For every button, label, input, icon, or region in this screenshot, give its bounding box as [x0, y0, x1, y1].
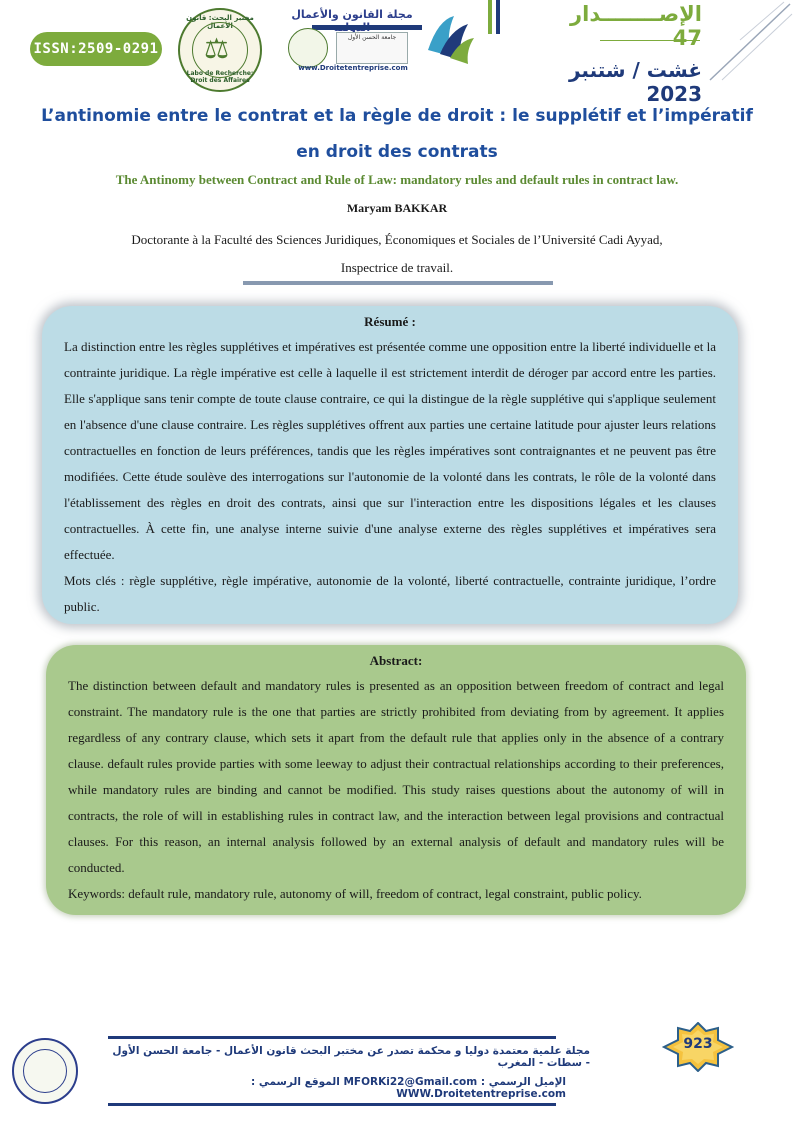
article-title: L’antinomie entre le contrat et la règle de droit : le supplétif et l’impératif en droit des contrats — [41, 106, 753, 162]
resume-heading: Résumé : — [364, 314, 416, 329]
footer-contact — [108, 1076, 566, 1100]
footer-site-label: الموقع الرسمي : — [251, 1076, 340, 1088]
abstract-keywords: Keywords: default rule, mandatory rule, autonomy of will, freedom of contract, legal constraint, public policy. — [68, 886, 642, 901]
page-number: 923 — [683, 1036, 713, 1052]
lab-seal-top-text: مختبر البحث: قانون الأعمال — [186, 14, 254, 30]
magazine-stripe — [312, 25, 422, 30]
editor-seal-logo — [12, 1038, 78, 1104]
affiliation-line-1: Doctorante à la Faculté des Sciences Juridiques, Économiques et Sociales de l’Université Cadi Ayyad, — [131, 232, 663, 247]
issue-date: غشت / شتنبر 2023 — [568, 58, 702, 106]
scales-of-justice-icon: ⚖ — [204, 34, 230, 65]
abstract-box — [46, 645, 746, 915]
magazine-logo — [282, 6, 478, 70]
issn-badge: ISSN:2509-0291 — [30, 32, 162, 66]
corner-decoration — [700, 0, 794, 90]
footer-email-label: الإميل الرسمي : — [480, 1076, 566, 1088]
article-subtitle: The Antinomy between Contract and Rule of Law: mandatory rules and default rules in contract law. — [115, 172, 679, 187]
footer-rule-top — [108, 1036, 556, 1039]
resume-body: La distinction entre les règles supplétives et impératives est présentée comme une opposition entre la liberté individuelle et la contrainte juridique. La règle impérative est celle à laquelle il est strictement interdit de déroger par accord entre les parties. Elle s'applique sans tenir compte de toute clause contraire, ce qui la distingue de la règle supplétive qui s'applique seulement en l'absence d'une clause contraire. Les règles supplétives offrent aux parties une certaine latitude pour ajuster leurs relations contractuelles en fonction de leurs préférences, tandis que les règles impératives sont contraignantes et ne peuvent pas être modifiées. Cette étude soulève des interrogations sur l'autonomie de la volonté dans les contrats, le rôle de la volonté dans l'établissement des règles en droit des contrats, ainsi que sur l'interaction entre les dispositions légales et les clauses contractuelles. À cette fin, une analyse interne suivie d'une analyse externe des règles supplétives et impératives sera effectuée. — [64, 339, 716, 562]
footer-journal-description: مجلة علمية معتمدة دوليا و محكمة تصدر عن مختبر البحث قانون الأعمال - جامعة الحسن الأول - سطات - المغرب — [112, 1045, 590, 1069]
small-seal-icon — [288, 28, 328, 68]
editor-seal-ring — [23, 1049, 67, 1093]
lab-seal-bottom-text: Labo de Recherche: Droit des Affaires — [186, 70, 254, 84]
author-affiliation — [30, 226, 764, 282]
footer-email[interactable]: MFORKi22@Gmail.com — [343, 1076, 478, 1088]
issue-number: الإصــــــــدار 47 — [570, 2, 702, 50]
title-separator — [243, 281, 553, 285]
resume-keywords: Mots clés : règle supplétive, règle impérative, autonomie de la volonté, liberté contractuelle, contrainte juridique, l’ordre public. — [64, 573, 716, 614]
lab-seal-logo — [178, 8, 262, 92]
affiliation-line-2: Inspectrice de travail. — [340, 260, 454, 275]
magazine-website: www.Droitetentreprise.com — [298, 64, 408, 72]
open-book-icon — [424, 10, 476, 66]
issue-underline — [600, 40, 700, 41]
magazine-name: مجلة القانون والأعمال — [291, 8, 413, 21]
abstract-body: The distinction between default and mandatory rules is presented as an opposition between freedom of contract and legal constraint. The mandatory rule is the one that parties are strictly prohibited from deviating from by agreement. It applies regardless of any contrary clause, which sets it apart from the default rule that applies only in the absence of a contrary clause. default rules provide parties with some leeway to adjust their contractual relationships according to their preferences, while mandatory rules are binding and cannot be modified. This study raises questions about the autonomy of will in contracts, the role of will in establishing rules in contract law, and the interaction between legal provisions and contractual clauses. For this reason, an internal analysis followed by an external analysis of default and mandatory rules will be conducted. — [68, 678, 724, 875]
header-bar-green — [488, 0, 492, 34]
author-name: Maryam BAKKAR — [346, 201, 448, 215]
header-bar-blue — [496, 0, 500, 34]
abstract-heading: Abstract: — [369, 653, 423, 668]
footer-rule-bottom — [108, 1103, 556, 1106]
resume-box — [42, 306, 738, 624]
university-logo: جامعة الحسن الأول — [336, 32, 408, 64]
footer-website[interactable]: WWW.Droitetentreprise.com — [396, 1088, 566, 1100]
